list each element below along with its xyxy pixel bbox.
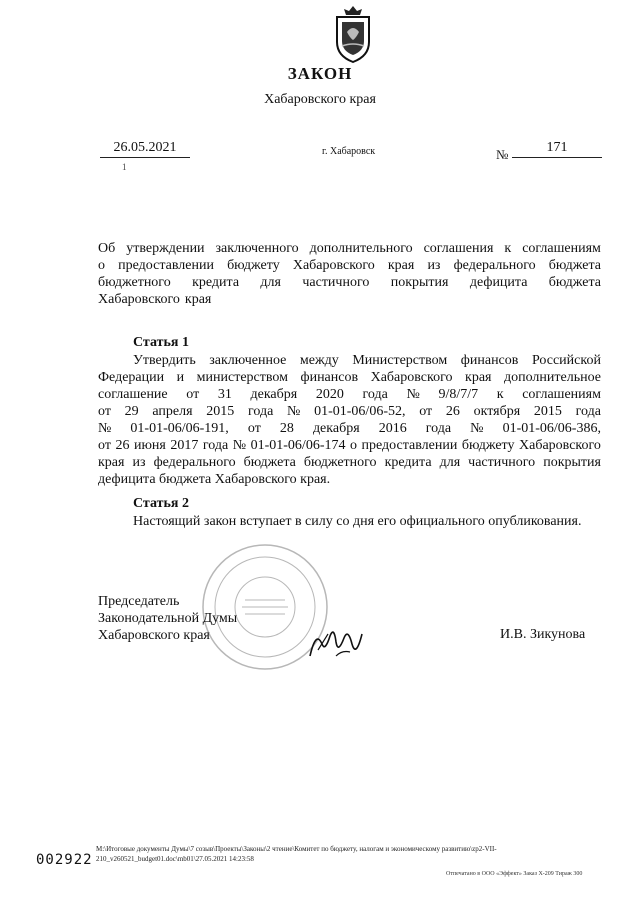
word: дефицита <box>469 275 528 290</box>
document-title: ЗАКОН <box>287 64 353 83</box>
word: из <box>427 258 441 273</box>
word: дополнительного <box>309 241 413 256</box>
word: утверждении <box>126 241 205 256</box>
word: частичного <box>302 275 370 290</box>
word: Хабаровского <box>519 438 601 453</box>
word: октября <box>473 404 521 419</box>
word: № <box>406 387 420 402</box>
word: федерального <box>453 258 536 273</box>
word: покрытия <box>543 455 601 470</box>
heading-line <box>98 257 601 274</box>
word: 2015 <box>533 404 562 419</box>
word: края <box>387 258 415 273</box>
word: Хабаровского <box>98 292 180 307</box>
article-line <box>98 437 601 454</box>
word: покрытия <box>390 275 449 290</box>
word: Федерации <box>98 370 165 385</box>
word: года <box>425 421 452 436</box>
word: 26 <box>445 404 460 419</box>
document-number: 171 <box>512 140 602 158</box>
word: апреля <box>152 404 193 419</box>
file-path-line: M:\Итоговые документы Думы\7 созыв\Проекты\Законы\2 чтение\Комитет по бюджету, налогам и экономическому развитию\zp2-VII- <box>96 845 497 853</box>
word: 01-01-06/06-191, <box>130 421 229 436</box>
word: от <box>186 387 200 402</box>
word: № <box>470 421 484 436</box>
word: предоставлении <box>118 258 214 273</box>
word: бюджета <box>548 275 601 290</box>
word: Об <box>98 241 116 256</box>
word: бюджету <box>227 258 280 273</box>
signatory-title-line: Законодательной Думы <box>98 611 238 626</box>
document-code: 002922 <box>36 852 93 868</box>
word: кредита <box>384 455 432 470</box>
word: бюджету <box>461 438 515 453</box>
article-line <box>98 369 601 386</box>
word: 9/8/7/7 <box>438 387 479 402</box>
article-line <box>98 352 601 369</box>
file-path <box>96 844 601 864</box>
word: о <box>98 258 105 273</box>
tick-mark: 1 <box>122 162 127 172</box>
word: бюджетного <box>98 275 171 290</box>
article-line <box>98 420 601 437</box>
word: года <box>247 404 274 419</box>
article-line <box>98 386 601 403</box>
word: Российской <box>531 353 601 368</box>
heading-line <box>98 240 601 257</box>
word: из <box>132 455 146 470</box>
signatory-title-line: Хабаровского края <box>98 628 210 643</box>
article-1-title: Статья 1 <box>133 335 189 350</box>
word: 01-01-06/06-174 <box>250 438 346 453</box>
word: 2020 <box>315 387 344 402</box>
word: от <box>247 421 261 436</box>
article-line <box>98 403 601 420</box>
word: 01-01-06/06-386, <box>502 421 601 436</box>
word: № <box>232 438 247 453</box>
handwritten-signature <box>306 622 368 664</box>
word: к <box>504 241 512 256</box>
word: финансов <box>460 353 519 368</box>
number-sign: № <box>496 147 509 162</box>
document-city: г. Хабаровск <box>322 146 376 157</box>
word: июня <box>133 438 166 453</box>
article-2-title: Статья 2 <box>133 496 189 511</box>
article-1-text <box>98 352 601 488</box>
article-line <box>98 454 601 471</box>
word: между <box>299 353 339 368</box>
word: Министерством <box>352 353 448 368</box>
article-2-text: Настоящий закон вступает в силу со дня его официального опубликования. <box>133 514 582 529</box>
word: 31 <box>217 387 232 402</box>
print-note: Отпечатано в ООО «Эффект» Заказ Х-209 Тираж 300 <box>446 871 583 877</box>
word: соглашение <box>98 387 168 402</box>
word: от <box>419 404 433 419</box>
word: для <box>439 455 461 470</box>
word: заключенного <box>215 241 299 256</box>
word: 01-01-06/06-52, <box>314 404 406 419</box>
word: года <box>362 387 388 402</box>
word: и <box>176 370 185 385</box>
word: края <box>98 455 125 470</box>
word: от <box>98 404 111 419</box>
word: года <box>575 404 601 419</box>
word: соглашениям <box>522 387 601 402</box>
signatory-title <box>98 593 237 644</box>
word: 2017 <box>170 438 199 453</box>
word: № <box>287 404 301 419</box>
coat-of-arms-emblem <box>328 4 378 64</box>
word: бюджетного <box>303 455 377 470</box>
word: края <box>465 370 492 385</box>
word: финансов <box>300 370 359 385</box>
word: частичного <box>468 455 536 470</box>
article-line: дефицита бюджета Хабаровского края. <box>98 472 331 487</box>
word: бюджета <box>243 455 296 470</box>
document-subtitle: Хабаровского края <box>264 92 376 107</box>
word: 26 <box>115 438 130 453</box>
heading-line <box>98 291 601 308</box>
signatory-title-line: Председатель <box>98 594 180 609</box>
word: Хабаровского <box>370 370 453 385</box>
word: федерального <box>153 455 236 470</box>
word: от <box>98 438 111 453</box>
word: года <box>202 438 229 453</box>
word: 28 <box>279 421 294 436</box>
word: бюджета <box>548 258 601 273</box>
file-path-line: 210_v260521_budget01.doc\mb01\27.05.2021 14:23:58 <box>96 855 254 863</box>
word: декабря <box>312 421 360 436</box>
word: о <box>350 438 358 453</box>
word: 2015 <box>206 404 235 419</box>
signatory-name: И.В. Зикунова <box>500 627 586 642</box>
word: соглашения <box>423 241 494 256</box>
word: министерством <box>196 370 288 385</box>
word: Хабаровского <box>292 258 375 273</box>
word: 29 <box>124 404 139 419</box>
word: заключенное <box>209 353 287 368</box>
word: декабря <box>250 387 298 402</box>
word: соглашениям <box>522 241 601 256</box>
word: к <box>496 387 504 402</box>
word: № <box>98 421 112 436</box>
law-heading <box>98 240 601 308</box>
word: кредита <box>192 275 240 290</box>
word: 2016 <box>378 421 407 436</box>
word: для <box>260 275 281 290</box>
word: предоставлении <box>361 438 458 453</box>
word: дополнительное <box>504 370 601 385</box>
word: Утвердить <box>133 353 196 368</box>
word: края <box>184 292 212 307</box>
document-date: 26.05.2021 <box>100 140 190 158</box>
heading-line <box>98 274 601 291</box>
